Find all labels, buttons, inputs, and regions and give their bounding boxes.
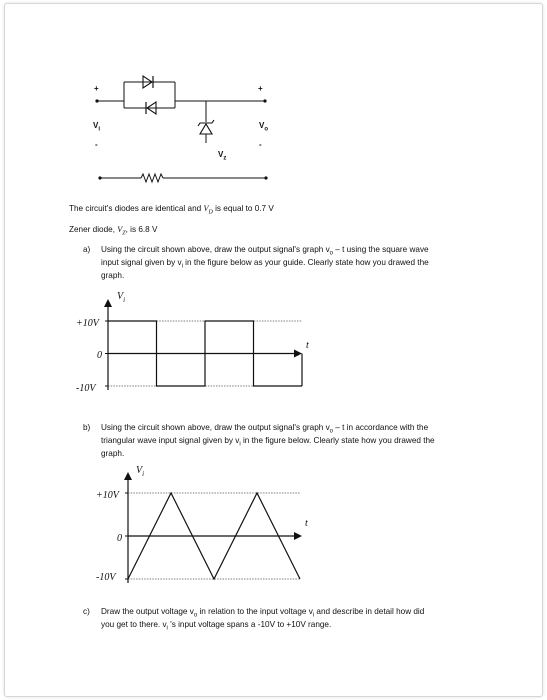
question-b-line-2: triangular wave input signal given by $v_i$ in the figure below. Clearly state how you drawed the xyxy=(101,436,435,448)
square-x-axis-label: t xyxy=(306,340,309,351)
vz-label: $V_z$ xyxy=(218,150,227,162)
triangle-y-axis-arrow xyxy=(124,472,132,480)
output-minus-sign: - xyxy=(259,140,262,149)
intro-line-2: Zener diode, $V_Z$, is 6.8 V xyxy=(69,225,158,237)
vo-terminal-label: $V_o$ xyxy=(259,121,269,133)
question-c-line-1: Draw the output voltage $v_o$ in relation to the input voltage $v_i$ and describe in detail how did xyxy=(101,607,425,619)
question-a-line-2: input signal given by $v_i$ in the figure below as your guide. Clearly state how you drawed the xyxy=(101,258,429,270)
square-y-axis-label: $V_i$ xyxy=(117,291,126,304)
question-a-label: a) xyxy=(83,245,91,254)
intro-line-1: The circuit's diodes are identical and $V_D$ is equal to 0.7 V xyxy=(69,204,274,216)
triangle-x-axis-label: t xyxy=(305,518,308,529)
question-b-label: b) xyxy=(83,423,91,432)
question-a-line-1: Using the circuit shown above, draw the output signal's graph $v_o$ – t using the square wave xyxy=(101,245,429,257)
question-a-line-3: graph. xyxy=(101,271,125,280)
triangle-y-axis-label: $V_i$ xyxy=(136,465,145,478)
square-tick-neg10: -10V xyxy=(76,383,96,394)
vi-terminal-label: $V_i$ xyxy=(93,121,101,133)
question-b-line-3: graph. xyxy=(101,449,125,458)
triangle-tick-pos10: +10V xyxy=(96,490,119,501)
output-plus-sign: + xyxy=(258,84,263,93)
question-c-line-2: you get to there. $v_i$ 's input voltage spans a -10V to +10V range. xyxy=(101,620,332,632)
square-tick-zero: 0 xyxy=(97,350,102,361)
input-minus-sign: - xyxy=(95,140,98,149)
square-tick-pos10: +10V xyxy=(76,318,99,329)
input-plus-sign: + xyxy=(94,84,99,93)
question-b-line-1: Using the circuit shown above, draw the output signal's graph $v_o$ – t in accordance with the xyxy=(101,423,429,435)
question-c-label: c) xyxy=(83,607,90,616)
triangle-tick-neg10: -10V xyxy=(96,572,116,583)
triangle-tick-zero: 0 xyxy=(117,533,122,544)
triangle-x-axis-arrow xyxy=(294,532,302,540)
